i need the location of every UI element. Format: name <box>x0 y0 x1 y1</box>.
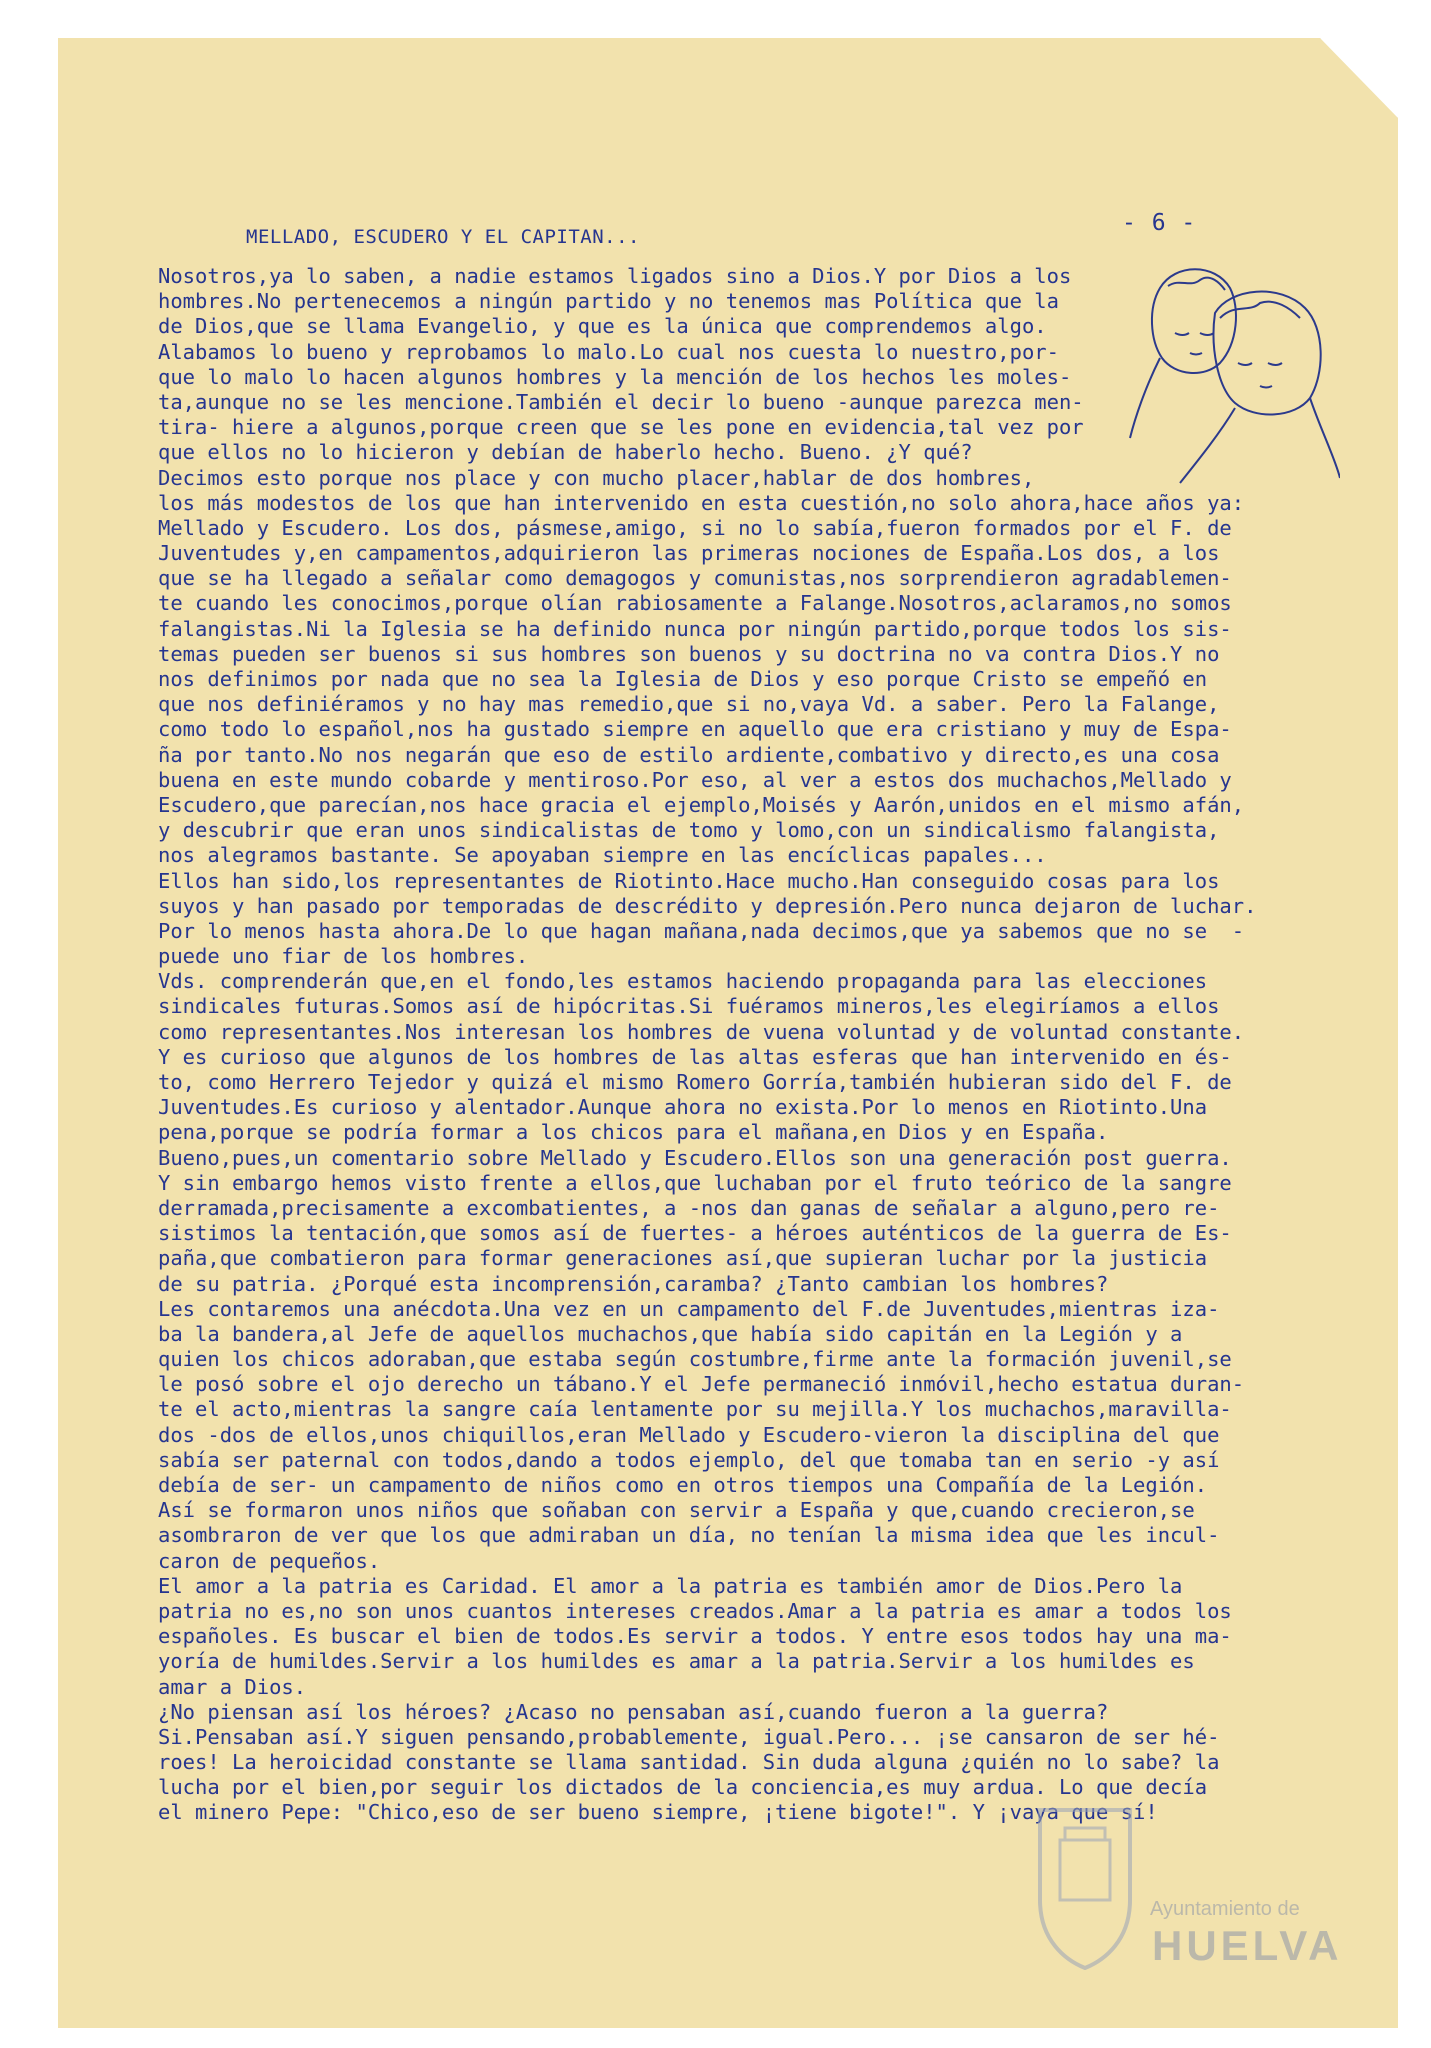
watermark-stamp <box>1030 1800 1370 1970</box>
text-line: quien los chicos adoraban,que estaba según costumbre,firme ante la formación juvenil,se <box>158 1347 1232 1372</box>
text-line: Y es curioso que algunos de los hombres de las altas esferas que han intervenido en és- <box>158 1044 1232 1069</box>
watermark-text-huelva: HUELVA <box>1152 1922 1343 1969</box>
text-line: de Dios,que se llama Evangelio, y que es la única que comprendemos algo. <box>158 314 1047 339</box>
text-line: patria no es,no son unos cuantos intereses creados.Amar a la patria es amar a todos los <box>158 1598 1232 1623</box>
text-line: que nos definiéramos y no hay mas remedio,que si no,vaya Vd. a saber. Pero la Falange, <box>158 692 1220 717</box>
text-line: hombres.No pertenecemos a ningún partido y no tenemos mas Política que la <box>158 289 1059 314</box>
text-line: Así se formaron unos niños que soñaban con servir a España y que,cuando crecieron,se <box>158 1498 1195 1523</box>
text-line: derramada,precisamente a excombatientes, a -nos dan ganas de señalar a alguno,pero re- <box>158 1195 1220 1220</box>
text-line: ba la bandera,al Jefe de aquellos muchachos,que había sido capitán en la Legión y a <box>158 1321 1183 1346</box>
text-line: nos definimos por nada que no sea la Iglesia de Dios y eso porque Cristo se empeñó en <box>158 667 1208 691</box>
text-line: to, como Herrero Tejedor y quizá el mismo Romero Gorría,también hubieran sido del F. de <box>158 1070 1232 1094</box>
text-line: que se ha llegado a señalar como demagogos y comunistas,nos sorprendieron agradablemen- <box>158 566 1232 591</box>
text-line: ¿No piensan así los héroes? ¿Acaso no pensaban así,cuando fueron a la guerra? <box>158 1699 1109 1724</box>
text-line: Alabamos lo bueno y reprobamos lo malo.Lo cual nos cuesta lo nuestro,por- <box>158 339 1059 364</box>
text-line: dos -dos de ellos,unos chiquillos,eran Mellado y Escudero-vieron la disciplina del que <box>158 1422 1220 1447</box>
text-line: te cuando les conocimos,porque olían rabiosamente a Falange.Nosotros,aclaramos,no somos <box>158 591 1232 616</box>
text-line: ña por tanto.No nos negarán que eso de estilo ardiente,combativo y directo,es una cosa <box>158 742 1220 767</box>
text-line: roes! La heroicidad constante se llama santidad. Sin duda alguna ¿quién no lo sabe? la <box>158 1750 1220 1775</box>
text-line: Nosotros,ya lo saben, a nadie estamos ligados sino a Dios.Y por Dios a los <box>158 264 1072 288</box>
text-line: lucha por el bien,por seguir los dictados de la conciencia,es muy ardua. Lo que decía <box>158 1775 1208 1800</box>
text-line: Decimos esto porque nos place y con mucho placer,hablar de dos hombres, <box>158 465 1035 490</box>
text-line: puede uno fiar de los hombres. <box>158 944 529 969</box>
article-title: MELLADO, ESCUDERO Y EL CAPITAN... <box>246 226 640 248</box>
text-line: le posó sobre el ojo derecho un tábano.Y el Jefe permaneció inmóvil,hecho estatua duran- <box>158 1372 1245 1397</box>
text-line: Y sin embargo hemos visto frente a ellos,que luchaban por el fruto teórico de la sangre <box>158 1170 1232 1195</box>
text-line: Juventudes.Es curioso y alentador.Aunque ahora no exista.Por lo menos en Riotinto.Una <box>158 1095 1208 1120</box>
text-line: que ellos no lo hicieron y debían de haberlo hecho. Bueno. ¿Y qué? <box>158 440 973 465</box>
text-line: tira- hiere a algunos,porque creen que se les pone en evidencia,tal vez por <box>158 415 1084 440</box>
text-line: caron de pequeños. <box>158 1548 381 1573</box>
article-body <box>158 264 1308 1826</box>
text-line: Les contaremos una anécdota.Una vez en un campamento del F.de Juventudes,mientras iza- <box>158 1296 1220 1321</box>
text-line: Juventudes y,en campamentos,adquirieron las primeras nociones de España.Los dos, a los <box>158 541 1220 566</box>
text-line: suyos y han pasado por temporadas de descrédito y depresión.Pero nunca dejaron de luchar. <box>158 893 1257 918</box>
text-line: nos alegramos bastante. Se apoyaban siempre en las encíclicas papales... <box>158 843 1047 868</box>
text-line: te el acto,mientras la sangre caía lentamente por su mejilla.Y los muchachos,maravilla- <box>158 1397 1232 1422</box>
text-line: Mellado y Escudero. Los dos, pásmese,amigo, si no lo sabía,fueron formados por el F. de <box>158 515 1232 540</box>
text-line: los más modestos de los que han intervenido en esta cuestión,no solo ahora,hace años ya: <box>158 490 1245 515</box>
text-line: Escudero,que parecían,nos hace gracia el ejemplo,Moisés y Aarón,unidos en el mismo afán, <box>158 792 1245 817</box>
text-line: Bueno,pues,un comentario sobre Mellado y Escudero.Ellos son una generación post guerra. <box>158 1145 1232 1170</box>
text-line: El amor a la patria es Caridad. El amor a la patria es también amor de Dios.Pero la <box>158 1573 1183 1598</box>
text-line: falangistas.Ni la Iglesia se ha definido nunca por ningún partido,porque todos los sis- <box>158 616 1232 641</box>
text-line: Por lo menos hasta ahora.De lo que hagan mañana,nada decimos,que ya sabemos que no se - <box>158 918 1245 943</box>
text-line: españoles. Es buscar el bien de todos.Es servir a todos. Y entre esos todos hay una ma- <box>158 1624 1232 1649</box>
text-line: que lo malo lo hacen algunos hombres y la mención de los hechos les moles- <box>158 364 1072 389</box>
text-line: pena,porque se podría formar a los chicos para el mañana,en Dios y en España. <box>158 1120 1109 1145</box>
text-line: Si.Pensaban así.Y siguen pensando,probablemente, igual.Pero... ¡se cansaron de ser hé- <box>158 1724 1220 1749</box>
text-line: como representantes.Nos interesan los hombres de vuena voluntad y de voluntad constante. <box>158 1019 1245 1044</box>
text-line: ta,aunque no se les mencione.También el decir lo bueno -aunque parezca men- <box>158 389 1084 414</box>
coat-of-arms-watermark-icon <box>1030 1800 1140 1970</box>
watermark-text-ayuntamiento: Ayuntamiento de <box>1150 1898 1300 1920</box>
text-line: yoría de humildes.Servir a los humildes es amar a la patria.Servir a los humildes es <box>158 1649 1195 1674</box>
text-line: paña,que combatieron para formar generaciones así,que supieran luchar por la justicia <box>158 1246 1208 1271</box>
text-line: Ellos han sido,los representantes de Riotinto.Hace mucho.Han conseguido cosas para los <box>158 868 1220 893</box>
text-line: amar a Dios. <box>158 1674 307 1699</box>
text-line: Vds. comprenderán que,en el fondo,les estamos haciendo propaganda para las elecciones <box>158 969 1208 994</box>
text-line: el minero Pepe: "Chico,eso de ser bueno siempre, ¡tiene bigote!". Y ¡vaya que sí! <box>158 1800 1158 1825</box>
text-line: como todo lo español,nos ha gustado siempre en aquello que era cristiano y muy de Espa- <box>158 717 1232 742</box>
text-line: debía de ser- un campamento de niños como en otros tiempos una Compañía de la Legión. <box>158 1473 1208 1497</box>
text-line: buena en este mundo cobarde y mentiroso.Por eso, al ver a estos dos muchachos,Mellado y <box>158 767 1232 792</box>
text-line: sindicales futuras.Somos así de hipócritas.Si fuéramos mineros,les elegiríamos a ellos <box>158 994 1220 1019</box>
page-number: - 6 - <box>1122 210 1197 236</box>
text-line: temas pueden ser buenos si sus hombres son buenos y su doctrina no va contra Dios.Y no <box>158 641 1220 666</box>
text-line: sistimos la tentación,que somos así de fuertes- a héroes auténticos de la guerra de Es- <box>158 1221 1232 1246</box>
text-line: y descubrir que eran unos sindicalistas de tomo y lomo,con un sindicalismo falangista, <box>158 818 1220 843</box>
text-line: sabía ser paternal con todos,dando a todos ejemplo, del que tomaba tan en serio -y así <box>158 1447 1220 1472</box>
text-line: de su patria. ¿Porqué esta incomprensión,caramba? ¿Tanto cambian los hombres? <box>158 1271 1109 1296</box>
text-line: asombraron de ver que los que admiraban un día, no tenían la misma idea que les incul- <box>158 1523 1220 1548</box>
